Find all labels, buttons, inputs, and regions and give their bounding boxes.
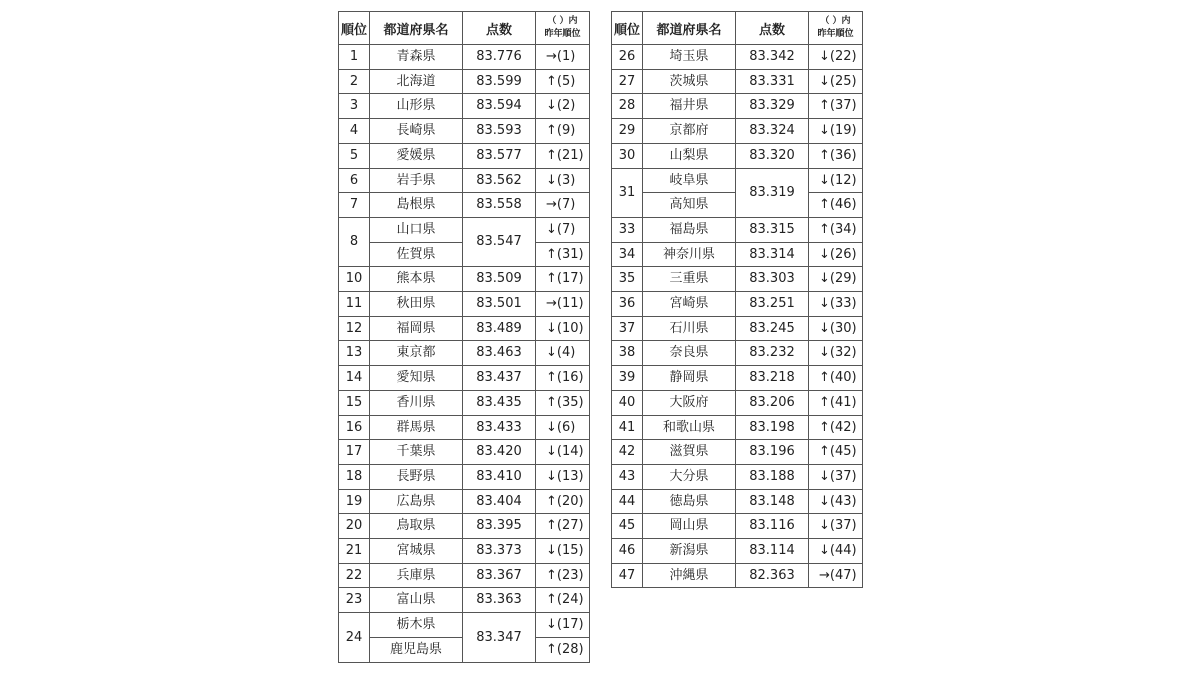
rank-cell: 27 [612,69,643,94]
table-row [339,588,590,613]
table-row [339,168,590,193]
score-cell: 83.196 [736,440,809,465]
previous-rank-cell: ↓(37) [809,514,863,539]
rank-cell: 36 [612,292,643,317]
score-cell: 83.489 [463,316,536,341]
prefecture-cell: 愛媛県 [370,143,463,168]
table-row [612,292,863,317]
table-row [612,217,863,242]
prefecture-cell: 香川県 [370,390,463,415]
rank-cell: 28 [612,94,643,119]
prefecture-cell: 青森県 [370,45,463,70]
score-cell: 83.463 [463,341,536,366]
score-cell: 83.367 [463,563,536,588]
rank-cell: 40 [612,390,643,415]
header-previous-rank-line2: 昨年順位 [544,29,581,39]
prefecture-cell: 愛知県 [370,366,463,391]
prefecture-cell: 京都府 [643,119,736,144]
score-cell: 83.218 [736,366,809,391]
prefecture-cell: 宮崎県 [643,292,736,317]
ranking-rows-left [339,45,590,663]
table-row [612,341,863,366]
table-row [612,415,863,440]
prefecture-cell: 沖縄県 [643,563,736,588]
table-row [612,489,863,514]
prefecture-cell: 奈良県 [643,341,736,366]
table-row [339,415,590,440]
header-previous-rank [809,12,863,45]
rank-cell: 26 [612,45,643,70]
score-cell: 83.404 [463,489,536,514]
table-row [339,94,590,119]
score-cell: 83.594 [463,94,536,119]
score-cell: 83.562 [463,168,536,193]
rank-cell: 44 [612,489,643,514]
table-row [612,242,863,267]
header-previous-rank-line1: （ ）内 [820,16,851,26]
previous-rank-cell: →(1) [536,45,590,70]
prefecture-cell: 千葉県 [370,440,463,465]
score-cell: 83.410 [463,464,536,489]
rank-cell: 19 [339,489,370,514]
score-cell: 83.776 [463,45,536,70]
previous-rank-cell: ↓(19) [809,119,863,144]
previous-rank-cell: ↑(46) [809,193,863,218]
prefecture-cell: 山形県 [370,94,463,119]
rank-cell: 20 [339,514,370,539]
table-row [612,440,863,465]
prefecture-cell: 三重県 [643,267,736,292]
previous-rank-cell: ↑(21) [536,143,590,168]
table-row [612,168,863,193]
score-cell: 83.435 [463,390,536,415]
prefecture-cell: 宮城県 [370,539,463,564]
prefecture-cell: 徳島県 [643,489,736,514]
table-row [612,69,863,94]
rank-cell: 46 [612,539,643,564]
prefecture-cell: 富山県 [370,588,463,613]
rank-cell: 5 [339,143,370,168]
prefecture-cell: 滋賀県 [643,440,736,465]
previous-rank-cell: ↓(43) [809,489,863,514]
prefecture-cell: 鳥取県 [370,514,463,539]
previous-rank-cell: ↓(14) [536,440,590,465]
score-cell: 83.320 [736,143,809,168]
prefecture-cell: 岡山県 [643,514,736,539]
table-row [612,514,863,539]
header-score: 点数 [463,12,536,45]
previous-rank-cell: ↓(33) [809,292,863,317]
previous-rank-cell: ↑(17) [536,267,590,292]
prefecture-cell: 鹿児島県 [370,637,463,662]
table-row [612,316,863,341]
score-cell: 83.319 [736,168,809,217]
score-cell: 83.148 [736,489,809,514]
rank-cell: 41 [612,415,643,440]
table-row [339,440,590,465]
prefecture-cell: 大阪府 [643,390,736,415]
score-cell: 83.373 [463,539,536,564]
table-row [339,217,590,242]
score-cell: 83.188 [736,464,809,489]
prefecture-cell: 茨城県 [643,69,736,94]
ranking-table-left [338,11,590,663]
table-row [339,267,590,292]
rank-cell: 38 [612,341,643,366]
ranking-table-right [611,11,863,588]
previous-rank-cell: ↑(41) [809,390,863,415]
table-row [339,341,590,366]
table-row [339,45,590,70]
score-cell: 82.363 [736,563,809,588]
rank-cell: 29 [612,119,643,144]
score-cell: 83.363 [463,588,536,613]
rank-cell: 33 [612,217,643,242]
prefecture-cell: 福島県 [643,217,736,242]
table-row [612,563,863,588]
prefecture-cell: 東京都 [370,341,463,366]
prefecture-cell: 和歌山県 [643,415,736,440]
score-cell: 83.509 [463,267,536,292]
table-row [612,143,863,168]
previous-rank-cell: ↓(3) [536,168,590,193]
previous-rank-cell: ↑(24) [536,588,590,613]
score-cell: 83.547 [463,217,536,266]
rank-cell: 14 [339,366,370,391]
rank-cell: 8 [339,217,370,266]
rank-cell: 34 [612,242,643,267]
previous-rank-cell: ↑(28) [536,637,590,662]
rank-cell: 4 [339,119,370,144]
score-cell: 83.251 [736,292,809,317]
previous-rank-cell: ↓(15) [536,539,590,564]
prefecture-cell: 埼玉県 [643,45,736,70]
prefecture-cell: 群馬県 [370,415,463,440]
table-row [339,69,590,94]
score-cell: 83.342 [736,45,809,70]
score-cell: 83.331 [736,69,809,94]
previous-rank-cell: ↓(10) [536,316,590,341]
table-header-row [612,12,863,45]
score-cell: 83.114 [736,539,809,564]
rank-cell: 31 [612,168,643,217]
table-row [339,489,590,514]
table-row [339,539,590,564]
rank-cell: 6 [339,168,370,193]
previous-rank-cell: ↑(23) [536,563,590,588]
header-rank: 順位 [339,12,370,45]
previous-rank-cell: ↓(29) [809,267,863,292]
previous-rank-cell: ↓(12) [809,168,863,193]
header-previous-rank [536,12,590,45]
score-cell: 83.558 [463,193,536,218]
rank-cell: 45 [612,514,643,539]
previous-rank-cell: ↓(26) [809,242,863,267]
rank-cell: 47 [612,563,643,588]
header-previous-rank-line2: 昨年順位 [817,29,854,39]
previous-rank-cell: ↑(9) [536,119,590,144]
header-previous-rank-line1: （ ）内 [547,16,578,26]
prefecture-cell: 岩手県 [370,168,463,193]
previous-rank-cell: ↑(16) [536,366,590,391]
score-cell: 83.329 [736,94,809,119]
prefecture-cell: 静岡県 [643,366,736,391]
prefecture-cell: 兵庫県 [370,563,463,588]
score-cell: 83.577 [463,143,536,168]
table-row [612,94,863,119]
previous-rank-cell: ↑(36) [809,143,863,168]
prefecture-cell: 広島県 [370,489,463,514]
previous-rank-cell: ↑(42) [809,415,863,440]
score-cell: 83.232 [736,341,809,366]
table-row [339,119,590,144]
score-cell: 83.116 [736,514,809,539]
table-row [612,539,863,564]
rank-cell: 18 [339,464,370,489]
previous-rank-cell: ↓(22) [809,45,863,70]
rank-cell: 43 [612,464,643,489]
score-cell: 83.599 [463,69,536,94]
table-row [339,613,590,638]
prefecture-cell: 島根県 [370,193,463,218]
previous-rank-cell: ↓(44) [809,539,863,564]
previous-rank-cell: ↓(30) [809,316,863,341]
table-row [339,366,590,391]
rank-cell: 30 [612,143,643,168]
prefecture-cell: 熊本県 [370,267,463,292]
rank-cell: 24 [339,613,370,662]
table-row [339,464,590,489]
table-row [612,366,863,391]
previous-rank-cell: ↓(7) [536,217,590,242]
header-prefecture: 都道府県名 [370,12,463,45]
score-cell: 83.347 [463,613,536,662]
score-cell: 83.245 [736,316,809,341]
score-cell: 83.437 [463,366,536,391]
rank-cell: 1 [339,45,370,70]
table-row [339,514,590,539]
score-cell: 83.395 [463,514,536,539]
rank-cell: 12 [339,316,370,341]
rank-cell: 37 [612,316,643,341]
table-row [612,267,863,292]
prefecture-cell: 長野県 [370,464,463,489]
table-header-row [339,12,590,45]
prefecture-cell: 石川県 [643,316,736,341]
score-cell: 83.303 [736,267,809,292]
prefecture-cell: 長崎県 [370,119,463,144]
previous-rank-cell: →(47) [809,563,863,588]
prefecture-cell: 神奈川県 [643,242,736,267]
previous-rank-cell: →(7) [536,193,590,218]
ranking-rows-right [612,45,863,588]
previous-rank-cell: ↑(20) [536,489,590,514]
previous-rank-cell: ↓(32) [809,341,863,366]
score-cell: 83.315 [736,217,809,242]
score-cell: 83.433 [463,415,536,440]
rank-cell: 17 [339,440,370,465]
score-cell: 83.501 [463,292,536,317]
header-rank: 順位 [612,12,643,45]
table-row [339,292,590,317]
rank-cell: 39 [612,366,643,391]
rank-cell: 13 [339,341,370,366]
previous-rank-cell: ↑(40) [809,366,863,391]
score-cell: 83.324 [736,119,809,144]
prefecture-cell: 北海道 [370,69,463,94]
table-row [339,390,590,415]
table-row [612,45,863,70]
rank-cell: 15 [339,390,370,415]
previous-rank-cell: ↑(31) [536,242,590,267]
rank-cell: 3 [339,94,370,119]
prefecture-cell: 佐賀県 [370,242,463,267]
prefecture-cell: 山梨県 [643,143,736,168]
table-row [612,119,863,144]
previous-rank-cell: ↑(45) [809,440,863,465]
rank-cell: 2 [339,69,370,94]
prefecture-cell: 新潟県 [643,539,736,564]
prefecture-cell: 栃木県 [370,613,463,638]
score-cell: 83.593 [463,119,536,144]
previous-rank-cell: →(11) [536,292,590,317]
rank-cell: 10 [339,267,370,292]
rank-cell: 23 [339,588,370,613]
previous-rank-cell: ↑(35) [536,390,590,415]
table-row [339,316,590,341]
score-cell: 83.314 [736,242,809,267]
previous-rank-cell: ↓(17) [536,613,590,638]
rank-cell: 22 [339,563,370,588]
rank-cell: 42 [612,440,643,465]
rank-cell: 35 [612,267,643,292]
previous-rank-cell: ↓(37) [809,464,863,489]
prefecture-cell: 高知県 [643,193,736,218]
table-row [339,563,590,588]
previous-rank-cell: ↑(34) [809,217,863,242]
table-row [339,143,590,168]
header-score: 点数 [736,12,809,45]
rank-cell: 16 [339,415,370,440]
previous-rank-cell: ↓(2) [536,94,590,119]
previous-rank-cell: ↑(27) [536,514,590,539]
prefecture-cell: 岐阜県 [643,168,736,193]
previous-rank-cell: ↓(6) [536,415,590,440]
score-cell: 83.206 [736,390,809,415]
previous-rank-cell: ↑(5) [536,69,590,94]
score-cell: 83.198 [736,415,809,440]
table-row [612,390,863,415]
prefecture-cell: 福井県 [643,94,736,119]
score-cell: 83.420 [463,440,536,465]
table-row [612,464,863,489]
prefecture-cell: 山口県 [370,217,463,242]
prefecture-cell: 福岡県 [370,316,463,341]
rank-cell: 11 [339,292,370,317]
prefecture-cell: 大分県 [643,464,736,489]
rank-cell: 7 [339,193,370,218]
previous-rank-cell: ↑(37) [809,94,863,119]
rank-cell: 21 [339,539,370,564]
table-row [339,193,590,218]
previous-rank-cell: ↓(4) [536,341,590,366]
prefecture-cell: 秋田県 [370,292,463,317]
header-prefecture: 都道府県名 [643,12,736,45]
previous-rank-cell: ↓(25) [809,69,863,94]
previous-rank-cell: ↓(13) [536,464,590,489]
